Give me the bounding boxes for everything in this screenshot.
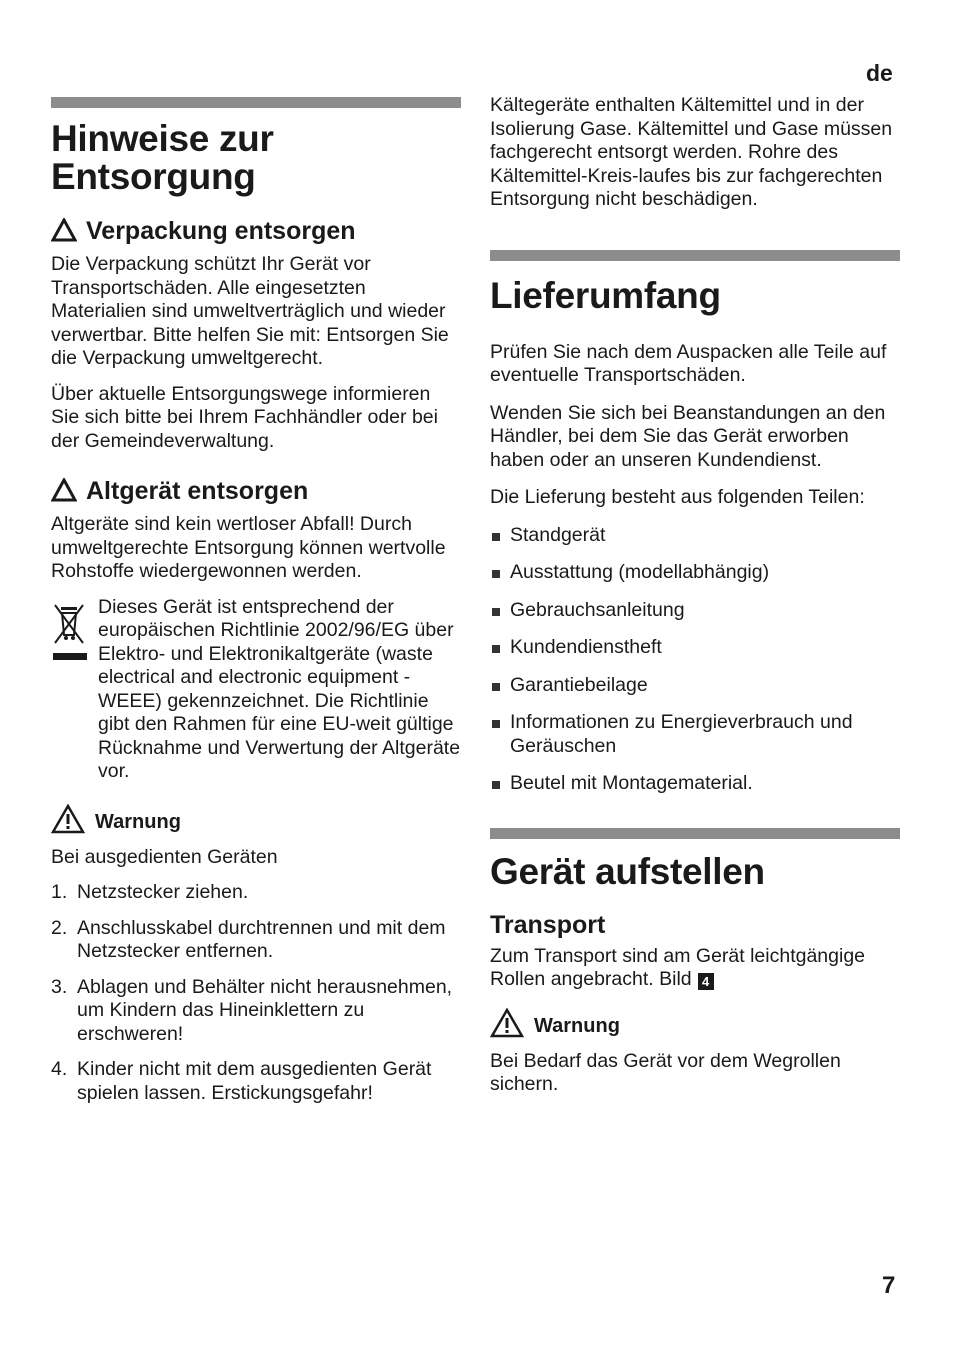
section-title-delivery: Lieferumfang: [490, 274, 721, 316]
list-item: [490, 599, 900, 623]
subheading-packaging-label: Verpackung entsorgen: [86, 217, 356, 245]
list-item: [51, 1058, 461, 1105]
weee-text: Dieses Gerät ist entsprechend der europäischen Richtlinie 2002/96/EG über Elektro- und Elektronikaltgeräte (waste electrical and electronic equipment - WEEE) gekennzeichnet. Die Richtlinie gibt den Rahmen für eine EU-weit gültige Rücknahme und Verwertung der Altgeräte vor.: [98, 595, 461, 782]
list-item: [51, 976, 461, 1047]
list-item-text: Ausstattung (modellabhängig): [510, 561, 770, 583]
bullet-icon: [492, 570, 500, 578]
step-text: Kinder nicht mit dem ausgedienten Gerät spielen lassen. Erstickungsgefahr!: [77, 1058, 432, 1104]
bullet-icon: [492, 645, 500, 653]
warning-heading: [490, 1008, 900, 1038]
bullet-icon: [492, 720, 500, 728]
subheading-transport: Transport: [490, 910, 606, 939]
list-item-text: Gebrauchsanleitung: [510, 598, 685, 621]
crossed-bin-icon: [51, 596, 91, 784]
list-item: [490, 674, 900, 698]
warning-icon: [490, 1008, 524, 1038]
step-number: 2.: [51, 916, 68, 939]
warning-intro: Bei ausgedienten Geräten: [51, 845, 278, 868]
bullet-icon: [492, 533, 500, 541]
section-divider: [490, 828, 900, 839]
figure-reference: 4: [698, 973, 714, 990]
paragraph: Die Verpackung schützt Ihr Gerät vor Transportschäden. Alle eingesetzten Materialien sind umweltverträglich und wieder verwertbar. Bitte helfen Sie mit: Entsorgen Sie die Verpackung umweltgerecht.: [51, 253, 449, 369]
refrigerant-paragraph: Kältegeräte enthalten Kältemittel und in der Isolierung Gase. Kältemittel und Gase müssen fachgerecht entsorgt werden. Rohre des Kältemittel-Kreis-laufes bis zur fachgerechten Entsorgung nicht beschädigen.: [490, 94, 893, 210]
paragraph: Die Lieferung besteht aus folgenden Teilen:: [490, 486, 865, 508]
page-number: 7: [882, 1272, 896, 1299]
subheading-packaging: [51, 217, 461, 245]
section-title-setup: Gerät aufstellen: [490, 850, 765, 892]
list-item-text: Kundendienstheft: [510, 636, 662, 658]
recycle-icon: [51, 478, 77, 504]
list-item: [490, 561, 900, 585]
language-label: de: [866, 60, 893, 86]
disposal-steps: [51, 881, 461, 1105]
list-item: [51, 917, 461, 964]
warning-icon: [51, 804, 85, 834]
list-item: [490, 772, 900, 796]
right-column: [490, 94, 900, 1097]
list-item-text: Standgerät: [510, 523, 606, 546]
list-item: [490, 636, 900, 660]
warning-text: Bei Bedarf das Gerät vor dem Wegrollen sichern.: [490, 1049, 841, 1095]
step-text: Ablagen und Behälter nicht herausnehmen, um Kindern das Hineinklettern zu erschweren!: [77, 975, 453, 1045]
warning-heading: [51, 804, 461, 834]
list-item: [490, 711, 900, 758]
paragraph: Wenden Sie sich bei Beanstandungen an den Händler, bei dem Sie das Gerät erworben haben oder an unseren Kundendienst.: [490, 401, 886, 471]
paragraph: Über aktuelle Entsorgungswege informieren Sie sich bitte bei Ihrem Fachhändler oder bei der Gemeindeverwaltung.: [51, 382, 438, 452]
bullet-icon: [492, 608, 500, 616]
warning-label: Warnung: [95, 810, 181, 833]
section-divider: [490, 250, 900, 261]
list-item-text: Informationen zu Energieverbrauch und Geräuschen: [510, 711, 853, 757]
weee-notice: [51, 596, 461, 784]
paragraph: Altgeräte sind kein wertloser Abfall! Durch umweltgerechte Entsorgung können wertvolle Rohstoffe wiedergewonnen werden.: [51, 513, 446, 582]
list-item-text: Beutel mit Montagematerial.: [510, 772, 753, 794]
section-divider: [51, 97, 461, 108]
subheading-old-device: [51, 477, 461, 505]
step-text: Anschlusskabel durchtrennen und mit dem Netzstecker entfernen.: [77, 916, 446, 962]
recycle-icon: [51, 218, 77, 244]
delivery-list: [490, 524, 900, 796]
list-item: [51, 881, 461, 905]
left-column: [51, 97, 461, 1105]
paragraph: Prüfen Sie nach dem Auspacken alle Teile auf eventuelle Transportschäden.: [490, 340, 887, 386]
bullet-icon: [492, 781, 500, 789]
section-title-disposal: Hinweise zur Entsorgung: [51, 118, 274, 197]
transport-paragraph: [490, 945, 900, 992]
subheading-old-device-label: Altgerät entsorgen: [86, 477, 309, 505]
list-item-text: Garantiebeilage: [510, 673, 648, 696]
bullet-icon: [492, 683, 500, 691]
step-number: 1.: [51, 881, 68, 903]
step-text: Netzstecker ziehen.: [77, 881, 249, 903]
step-number: 3.: [51, 975, 68, 998]
warning-label: Warnung: [534, 1014, 620, 1037]
step-number: 4.: [51, 1058, 68, 1080]
transport-text: Zum Transport sind am Gerät leichtgängige Rollen angebracht. Bild: [490, 944, 866, 990]
list-item: [490, 524, 900, 548]
